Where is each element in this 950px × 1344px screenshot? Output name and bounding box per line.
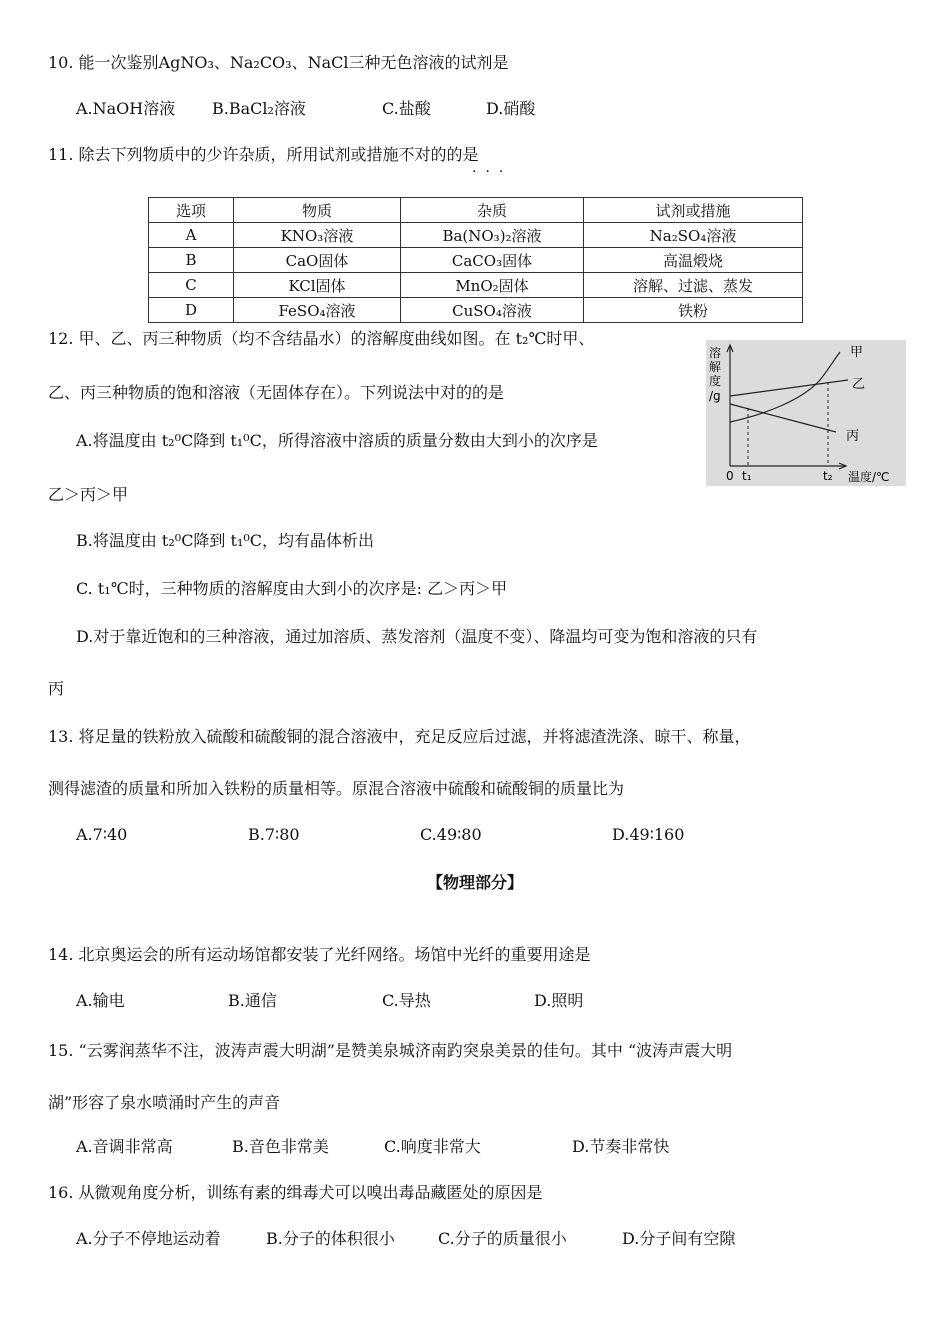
section-title: 【物理部分】	[426, 873, 523, 892]
table-cell: 高温煅烧	[584, 248, 803, 273]
table-header: 杂质	[401, 198, 584, 223]
table-row	[149, 273, 803, 298]
q15-stem-line2: 湖”形容了泉水喷涌时产生的声音	[48, 1093, 281, 1112]
q14-option-b: B.通信	[228, 991, 277, 1010]
table-cell: Na₂SO₄溶液	[584, 223, 803, 248]
q12-option-b: B.将温度由 t₂⁰C降到 t₁⁰C，均有晶体析出	[76, 531, 375, 550]
q15-option-c: C.响度非常大	[384, 1137, 481, 1156]
q10-option-b: B.BaCl₂溶液	[212, 99, 306, 118]
q14-stem: 14. 北京奥运会的所有运动场馆都安装了光纤网络。场馆中光纤的重要用途是	[48, 945, 591, 964]
table-header: 物质	[234, 198, 401, 223]
emphasis-dots: ···	[472, 164, 513, 180]
q12-option-a-cont: 乙＞丙＞甲	[48, 485, 129, 504]
curve-jia	[730, 352, 840, 422]
q11-table	[148, 197, 803, 323]
x-axis-label: 温度/℃	[848, 470, 890, 484]
q13-option-b: B.7∶80	[248, 825, 300, 844]
q10-stem: 10. 能一次鉴别AgNO₃、Na₂CO₃、NaCl三种无色溶液的试剂是	[48, 53, 509, 72]
q15-option-a: A.音调非常高	[76, 1137, 173, 1156]
q16-option-b: B.分子的体积很小	[266, 1229, 395, 1248]
origin-label: 0	[726, 469, 734, 483]
q13-stem-line2: 测得滤渣的质量和所加入铁粉的质量相等。原混合溶液中硫酸和硫酸铜的质量比为	[48, 779, 625, 798]
q12-stem-line2: 乙、丙三种物质的饱和溶液（无固体存在）。下列说法中对的的是	[48, 383, 505, 402]
q16-option-a: A.分子不停地运动着	[76, 1229, 221, 1248]
q10-option-a: A.NaOH溶液	[76, 99, 176, 118]
table-cell: CaCO₃固体	[401, 248, 584, 273]
table-cell: CaO固体	[234, 248, 401, 273]
q15-option-d: D.节奏非常快	[572, 1137, 670, 1156]
q16-option-d: D.分子间有空隙	[622, 1229, 736, 1248]
q13-option-d: D.49∶160	[612, 825, 685, 844]
q12-stem-line1: 12. 甲、乙、丙三种物质（均不含结晶水）的溶解度曲线如图。在 t₂℃时甲、	[48, 329, 595, 348]
q10-options	[76, 98, 535, 120]
q11-stem: 11. 除去下列物质中的少许杂质，所用试剂或措施不对的的是	[48, 145, 479, 164]
table-cell: MnO₂固体	[401, 273, 584, 298]
q10-option-d: D.硝酸	[486, 99, 536, 118]
t2-label: t₂	[823, 469, 833, 483]
y-axis-label-1: 溶	[709, 346, 722, 360]
q15-stem-line1: 15. “云雾润蒸华不注，波涛声震大明湖”是赞美泉城济南趵突泉美景的佳句。其中 “波涛声震大明	[48, 1041, 733, 1060]
table-row	[149, 223, 803, 248]
table-cell: B	[149, 248, 234, 273]
q12-option-a: A.将温度由 t₂⁰C降到 t₁⁰C，所得溶液中溶质的质量分数由大到小的次序是	[76, 431, 598, 450]
table-cell: FeSO₄溶液	[234, 298, 401, 323]
q12-option-d-cont: 丙	[48, 679, 65, 698]
q16-options	[76, 1228, 735, 1250]
q10-option-c: C.盐酸	[382, 99, 431, 118]
y-axis-label-4: /g	[709, 389, 721, 403]
table-row	[149, 298, 803, 323]
table-cell: CuSO₄溶液	[401, 298, 584, 323]
table-header-row	[149, 198, 803, 223]
table-cell: A	[149, 223, 234, 248]
solubility-figure	[706, 340, 906, 486]
t1-label: t₁	[742, 469, 752, 483]
q16-stem: 16. 从微观角度分析，训练有素的缉毒犬可以嗅出毒品藏匿处的原因是	[48, 1183, 543, 1202]
table-cell: 溶解、过滤、蒸发	[584, 273, 803, 298]
q14-option-d: D.照明	[534, 991, 584, 1010]
curve-yi	[730, 380, 848, 396]
table-header: 试剂或措施	[584, 198, 803, 223]
q14-option-a: A.输电	[76, 991, 125, 1010]
table-header: 选项	[149, 198, 234, 223]
y-axis-label-2: 解	[709, 360, 722, 374]
q16-option-c: C.分子的质量很小	[438, 1229, 567, 1248]
table-cell: D	[149, 298, 234, 323]
table-cell: Ba(NO₃)₂溶液	[401, 223, 584, 248]
table-cell: C	[149, 273, 234, 298]
q13-options	[76, 824, 684, 846]
q14-option-c: C.导热	[382, 991, 431, 1010]
table-cell: 铁粉	[584, 298, 803, 323]
q13-stem-line1: 13. 将足量的铁粉放入硫酸和硫酸铜的混合溶液中，充足反应后过滤，并将滤渣洗涤、晾干、称量，	[48, 727, 751, 746]
q13-option-a: A.7∶40	[76, 825, 128, 844]
q14-options	[76, 990, 583, 1012]
y-axis-label-3: 度	[709, 374, 722, 388]
q15-option-b: B.音色非常美	[232, 1137, 329, 1156]
table-cell: KNO₃溶液	[234, 223, 401, 248]
q13-option-c: C.49∶80	[420, 825, 482, 844]
q15-options	[76, 1136, 669, 1158]
table-cell: KCl固体	[234, 273, 401, 298]
curve-label-yi: 乙	[852, 377, 866, 392]
q12-option-c: C. t₁℃时，三种物质的溶解度由大到小的次序是: 乙＞丙＞甲	[76, 579, 508, 598]
table-row	[149, 248, 803, 273]
curve-label-jia: 甲	[850, 345, 864, 360]
q12-option-d: D.对于靠近饱和的三种溶液，通过加溶质、蒸发溶剂（温度不变）、降温均可变为饱和溶液的只有	[76, 627, 758, 646]
curve-label-bing: 丙	[846, 429, 860, 444]
